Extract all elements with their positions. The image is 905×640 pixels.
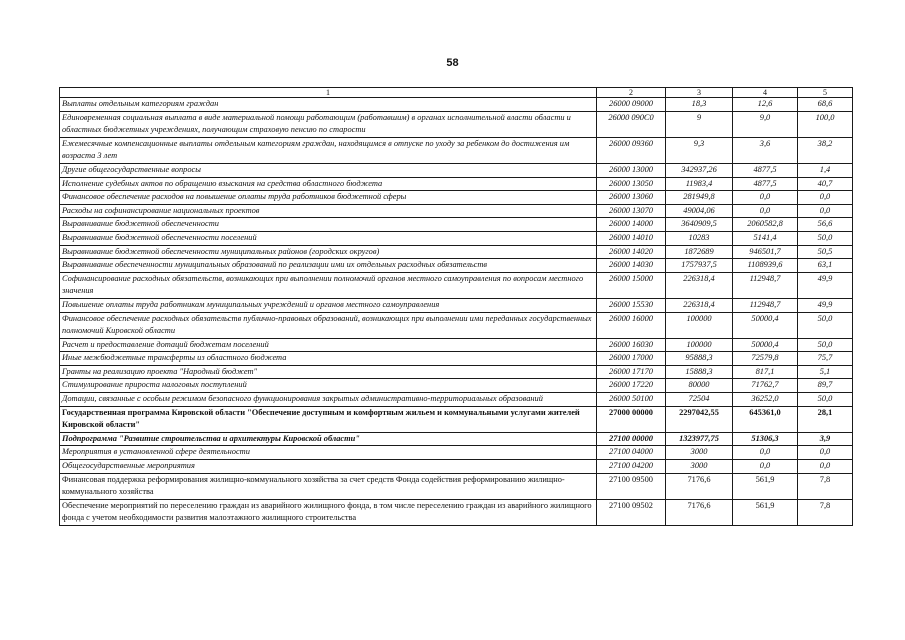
table-row: [60, 499, 853, 525]
column-header-3: 3: [666, 88, 733, 98]
row-code-cell: 26000 13070: [597, 204, 666, 218]
row-code-cell: 27000 00000: [597, 406, 666, 432]
row-code-cell: 26000 14010: [597, 231, 666, 245]
row-actual-cell: 3,6: [733, 137, 798, 163]
row-name-cell: Гранты на реализацию проекта "Народный бюджет": [60, 365, 597, 379]
table-row: [60, 98, 853, 112]
row-percent-cell: 0,0: [798, 446, 853, 460]
table-row: [60, 406, 853, 432]
row-plan-cell: 3000: [666, 460, 733, 474]
table-row: [60, 231, 853, 245]
row-percent-cell: 63,1: [798, 259, 853, 273]
row-percent-cell: 50,5: [798, 245, 853, 259]
row-plan-cell: 11983,4: [666, 177, 733, 191]
row-plan-cell: 7176,6: [666, 473, 733, 499]
row-actual-cell: 112948,7: [733, 272, 798, 298]
row-name-cell: Единовременная социальная выплата в виде материальной помощи работающим (работавшим) в органах исполнительной власти области и областных бюджетных учреждениях, получающим страховую пенсию по старости: [60, 111, 597, 137]
row-plan-cell: 100000: [666, 312, 733, 338]
row-percent-cell: 50,0: [798, 393, 853, 407]
table-row: [60, 204, 853, 218]
row-name-cell: Финансовое обеспечение расходов на повышение оплаты труда работников бюджетной сферы: [60, 191, 597, 205]
row-code-cell: 26000 090С0: [597, 111, 666, 137]
row-actual-cell: 36252,0: [733, 393, 798, 407]
budget-table: [59, 87, 853, 526]
table-row: [60, 312, 853, 338]
row-name-cell: Исполнение судебных актов по обращению взыскания на средства областного бюджета: [60, 177, 597, 191]
table-row: [60, 446, 853, 460]
row-plan-cell: 1757937,5: [666, 259, 733, 273]
row-plan-cell: 3000: [666, 446, 733, 460]
row-actual-cell: 50000,4: [733, 338, 798, 352]
row-plan-cell: 342937,26: [666, 163, 733, 177]
table-row: [60, 137, 853, 163]
row-percent-cell: 1,4: [798, 163, 853, 177]
column-header-4: 4: [733, 88, 798, 98]
row-plan-cell: 1872689: [666, 245, 733, 259]
row-actual-cell: 51306,3: [733, 432, 798, 446]
row-plan-cell: 9: [666, 111, 733, 137]
row-actual-cell: 9,0: [733, 111, 798, 137]
row-name-cell: Расходы на софинансирование национальных проектов: [60, 204, 597, 218]
row-actual-cell: 5141,4: [733, 231, 798, 245]
row-code-cell: 26000 13060: [597, 191, 666, 205]
row-name-cell: Выравнивание бюджетной обеспеченности: [60, 218, 597, 232]
row-percent-cell: 5,1: [798, 365, 853, 379]
row-percent-cell: 50,0: [798, 231, 853, 245]
row-name-cell: Общегосударственные мероприятия: [60, 460, 597, 474]
table-header-row: [60, 88, 853, 98]
row-percent-cell: 50,0: [798, 338, 853, 352]
row-name-cell: Софинансирование расходных обязательств, возникающих при выполнении полномочий органов местного самоуправления по вопросам местного значения: [60, 272, 597, 298]
row-name-cell: Иные межбюджетные трансферты из областного бюджета: [60, 352, 597, 366]
row-name-cell: Государственная программа Кировской области "Обеспечение доступным и комфортным жильем и коммунальными услугами жителей Кировской области": [60, 406, 597, 432]
row-code-cell: 26000 17220: [597, 379, 666, 393]
row-percent-cell: 68,6: [798, 98, 853, 112]
row-actual-cell: 645361,0: [733, 406, 798, 432]
row-code-cell: 26000 13000: [597, 163, 666, 177]
table-row: [60, 163, 853, 177]
row-name-cell: Ежемесячные компенсационные выплаты отдельным категориям граждан, находящимся в отпуске по уходу за ребенком до достижения им возраста 3 лет: [60, 137, 597, 163]
row-actual-cell: 2060582,8: [733, 218, 798, 232]
row-name-cell: Финансовое обеспечение расходных обязательств публично-правовых образований, возникающих при выполнении ими переданных государственных полномочий Кировской области: [60, 312, 597, 338]
table-row: [60, 218, 853, 232]
row-actual-cell: 0,0: [733, 191, 798, 205]
row-plan-cell: 1323977,75: [666, 432, 733, 446]
row-name-cell: Другие общегосударственные вопросы: [60, 163, 597, 177]
row-percent-cell: 49,9: [798, 272, 853, 298]
row-code-cell: 26000 17170: [597, 365, 666, 379]
table-row: [60, 393, 853, 407]
row-code-cell: 26000 15000: [597, 272, 666, 298]
table-row: [60, 338, 853, 352]
row-name-cell: Выравнивание обеспеченности муниципальных образований по реализации ими их отдельных расходных обязательств: [60, 259, 597, 273]
table-row: [60, 473, 853, 499]
row-percent-cell: 50,0: [798, 312, 853, 338]
row-plan-cell: 2297042,55: [666, 406, 733, 432]
row-actual-cell: 1108939,6: [733, 259, 798, 273]
row-plan-cell: 80000: [666, 379, 733, 393]
row-name-cell: Финансовая поддержка реформирования жилищно-коммунального хозяйства за счет средств Фонда содействия реформированию жилищно-коммунального хозяйства: [60, 473, 597, 499]
row-name-cell: Повышение оплаты труда работникам муниципальных учреждений и органов местного самоуправления: [60, 298, 597, 312]
row-code-cell: 26000 14000: [597, 218, 666, 232]
row-percent-cell: 38,2: [798, 137, 853, 163]
row-percent-cell: 40,7: [798, 177, 853, 191]
row-percent-cell: 56,6: [798, 218, 853, 232]
row-name-cell: Выравнивание бюджетной обеспеченности муниципальных районов (городских округов): [60, 245, 597, 259]
column-header-2: 2: [597, 88, 666, 98]
row-plan-cell: 3640909,5: [666, 218, 733, 232]
row-code-cell: 26000 50100: [597, 393, 666, 407]
row-percent-cell: 100,0: [798, 111, 853, 137]
table-row: [60, 245, 853, 259]
row-code-cell: 26000 13050: [597, 177, 666, 191]
table-row: [60, 365, 853, 379]
row-name-cell: Обеспечение мероприятий по переселению граждан из аварийного жилищного фонда, в том числе переселению граждан из аварийного жилищного фонда с учетом необходимости развития малоэтажного жилищного строительства: [60, 499, 597, 525]
row-name-cell: Расчет и предоставление дотаций бюджетам поселений: [60, 338, 597, 352]
row-name-cell: Выравнивание бюджетной обеспеченности поселений: [60, 231, 597, 245]
row-code-cell: 26000 17000: [597, 352, 666, 366]
row-name-cell: Подпрограмма "Развитие строительства и архитектуры Кировской области": [60, 432, 597, 446]
row-actual-cell: 72579,8: [733, 352, 798, 366]
row-actual-cell: 50000,4: [733, 312, 798, 338]
row-code-cell: 26000 15530: [597, 298, 666, 312]
page-number: 58: [446, 57, 459, 69]
column-header-1: 1: [60, 88, 597, 98]
row-actual-cell: 817,1: [733, 365, 798, 379]
row-plan-cell: 226318,4: [666, 272, 733, 298]
table-body: [60, 88, 853, 526]
table-row: [60, 177, 853, 191]
row-plan-cell: 15888,3: [666, 365, 733, 379]
row-plan-cell: 226318,4: [666, 298, 733, 312]
table-row: [60, 272, 853, 298]
row-plan-cell: 9,3: [666, 137, 733, 163]
row-name-cell: Стимулирование прироста налоговых поступлений: [60, 379, 597, 393]
row-plan-cell: 18,3: [666, 98, 733, 112]
row-name-cell: Мероприятия в установленной сфере деятельности: [60, 446, 597, 460]
row-code-cell: 27100 00000: [597, 432, 666, 446]
row-percent-cell: 89,7: [798, 379, 853, 393]
row-percent-cell: 7,8: [798, 473, 853, 499]
column-header-5: 5: [798, 88, 853, 98]
table-row: [60, 191, 853, 205]
row-actual-cell: 71762,7: [733, 379, 798, 393]
row-percent-cell: 0,0: [798, 460, 853, 474]
row-plan-cell: 7176,6: [666, 499, 733, 525]
row-code-cell: 26000 14030: [597, 259, 666, 273]
row-percent-cell: 0,0: [798, 204, 853, 218]
row-plan-cell: 281949,8: [666, 191, 733, 205]
row-name-cell: Выплаты отдельным категориям граждан: [60, 98, 597, 112]
table-row: [60, 379, 853, 393]
row-actual-cell: 0,0: [733, 460, 798, 474]
row-percent-cell: 7,8: [798, 499, 853, 525]
row-plan-cell: 95888,3: [666, 352, 733, 366]
row-percent-cell: 28,1: [798, 406, 853, 432]
row-actual-cell: 112948,7: [733, 298, 798, 312]
row-plan-cell: 100000: [666, 338, 733, 352]
row-actual-cell: 4877,5: [733, 163, 798, 177]
row-actual-cell: 12,6: [733, 98, 798, 112]
table-row: [60, 111, 853, 137]
row-actual-cell: 0,0: [733, 446, 798, 460]
row-code-cell: 27100 04000: [597, 446, 666, 460]
row-actual-cell: 0,0: [733, 204, 798, 218]
row-percent-cell: 0,0: [798, 191, 853, 205]
row-code-cell: 26000 16000: [597, 312, 666, 338]
row-code-cell: 26000 09000: [597, 98, 666, 112]
row-code-cell: 27100 09500: [597, 473, 666, 499]
row-actual-cell: 4877,5: [733, 177, 798, 191]
row-code-cell: 26000 09360: [597, 137, 666, 163]
row-plan-cell: 49004,06: [666, 204, 733, 218]
row-code-cell: 26000 16030: [597, 338, 666, 352]
table-row: [60, 298, 853, 312]
row-plan-cell: 72504: [666, 393, 733, 407]
row-actual-cell: 561,9: [733, 499, 798, 525]
row-actual-cell: 946501,7: [733, 245, 798, 259]
table-row: [60, 460, 853, 474]
row-code-cell: 26000 14020: [597, 245, 666, 259]
row-percent-cell: 49,9: [798, 298, 853, 312]
row-actual-cell: 561,9: [733, 473, 798, 499]
table-row: [60, 352, 853, 366]
table-row: [60, 432, 853, 446]
row-plan-cell: 10283: [666, 231, 733, 245]
row-percent-cell: 3,9: [798, 432, 853, 446]
row-percent-cell: 75,7: [798, 352, 853, 366]
row-code-cell: 27100 09502: [597, 499, 666, 525]
row-name-cell: Дотации, связанные с особым режимом безопасного функционирования закрытых административно-территориальных образований: [60, 393, 597, 407]
row-code-cell: 27100 04200: [597, 460, 666, 474]
table-row: [60, 259, 853, 273]
